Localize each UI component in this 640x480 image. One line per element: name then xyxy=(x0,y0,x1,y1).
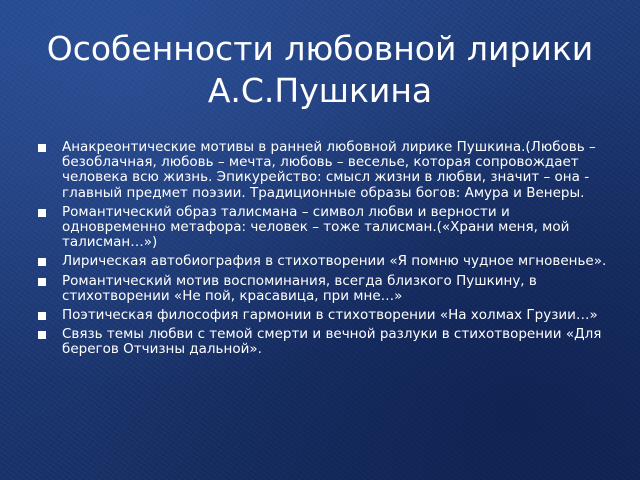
bullet-item xyxy=(38,205,613,251)
bullet-text: Романтический мотив воспоминания, всегда близкого Пушкину, в стихотворении «Не пой, красавица, при мне…» xyxy=(62,272,537,304)
bullet-text: Связь темы любви с темой смерти и вечной разлуки в стихотворении «Для берегов Отчизны дальной». xyxy=(62,326,602,358)
bullet-text: Анакреонтические мотивы в ранней любовной лирике Пушкина.(Любовь – безоблачная, любовь – мечта, любовь – веселье, которая сопровождает человека всю жизнь. Эпикурейство: смысл жизни в любви, значит – она - главный предмет поэзии. Традиционные образы богов: Амура и Венеры. xyxy=(62,139,596,201)
bullet-item xyxy=(38,327,613,357)
square-bullet-icon xyxy=(38,209,46,217)
square-bullet-icon xyxy=(38,278,46,286)
bullet-text: Романтический образ талисмана – символ любви и верности и одновременно метафора: человек – тоже талисман.(«Храни меня, мой талисман…») xyxy=(62,203,570,251)
bullet-text: Поэтическая философия гармонии в стихотворении «На холмах Грузии…» xyxy=(62,307,598,324)
square-bullet-icon xyxy=(38,312,46,320)
bullet-item xyxy=(38,254,613,269)
square-bullet-icon xyxy=(38,258,46,266)
bullet-list xyxy=(38,140,613,362)
square-bullet-icon xyxy=(38,144,46,152)
bullet-item xyxy=(38,140,613,201)
square-bullet-icon xyxy=(38,331,46,339)
bullet-text: Лирическая автобиография в стихотворении «Я помню чудное мгновенье». xyxy=(62,253,607,270)
bullet-item xyxy=(38,308,613,323)
slide-title: Особенности любовной лирики А.С.Пушкина xyxy=(46,29,594,110)
bullet-item xyxy=(38,274,613,304)
